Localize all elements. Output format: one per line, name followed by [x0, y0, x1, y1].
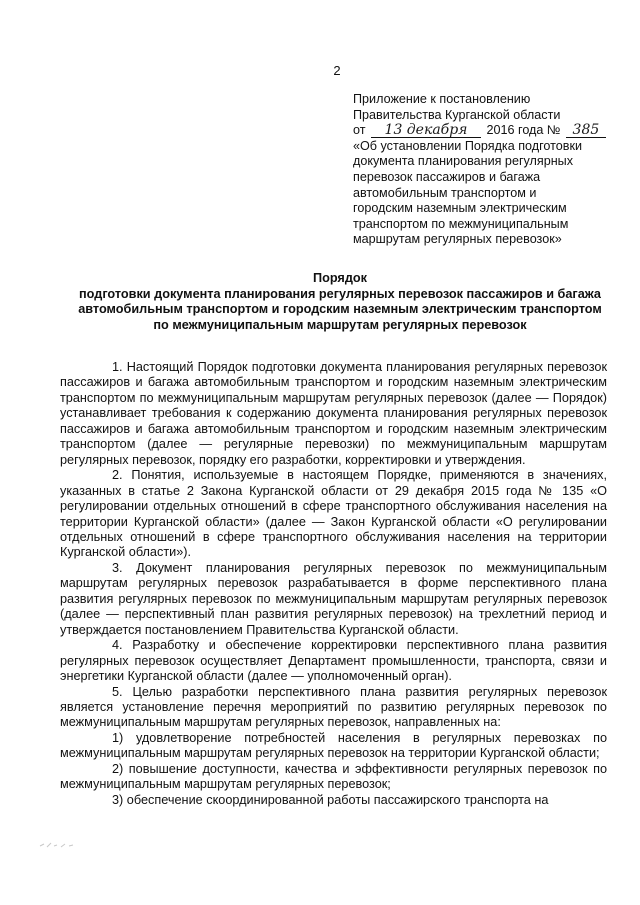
heading-subtitle-line: подготовки документа планирования регулярных перевозок пассажиров и багажа [79, 286, 601, 301]
heading-subtitle-line: автомобильным транспортом и городским наземным электрическим транспортом [78, 302, 602, 317]
annex-block [353, 92, 615, 248]
paragraph: 5. Целью разработки перспективного плана развития регулярных перевозок является установление перечня мероприятий по развитию регулярных перевозок по межмуниципальным маршрутам регулярных перевозок, направленных на: [60, 684, 607, 730]
annex-title-line: документа планирования регулярных [353, 154, 574, 169]
paragraph: 3) обеспечение скоординированной работы пассажирского транспорта на [112, 792, 549, 807]
page-number: 2 [333, 63, 341, 78]
paragraph: 2) повышение доступности, качества и эффективности регулярных перевозок по межмуниципальным маршрутам регулярных перевозок; [60, 761, 607, 792]
paragraph: 3. Документ планирования регулярных перевозок по межмуниципальным маршрутам регулярных перевозок разрабатывается в форме перспективного плана развития регулярных перевозок по межмуниципальным маршрутам регулярных перевозок (далее — перспективный план развития регулярных перевозок) на трехлетний период и утверждается постановлением Правительства Курганской области. [60, 560, 607, 637]
document-heading [40, 271, 640, 333]
annex-title-line: маршрутам регулярных перевозок» [353, 232, 562, 247]
annex-title-line: «Об установлении Порядка подготовки [353, 138, 583, 153]
annex-title-line: перевозок пассажиров и багажа [353, 169, 541, 184]
faint-stamp-mark [38, 838, 78, 850]
annex-title-line: автомобильным транспортом и [353, 185, 537, 200]
date-prefix: от [353, 123, 366, 138]
date-year: 2016 года № [486, 123, 561, 138]
paragraph: 4. Разработку и обеспечение корректировки перспективного плана развития регулярных перевозок осуществляет Департамент промышленности, транспорта, связи и энергетики Курганской области (далее — уполномоченный орган). [60, 638, 607, 684]
annex-line-1: Приложение к постановлению [353, 92, 531, 106]
annex-title-line: транспортом по межмуниципальным [353, 216, 569, 231]
handwritten-doc-number: 385 [566, 123, 606, 138]
handwritten-date: 13 декабря [371, 123, 481, 138]
annex-date-line [353, 123, 615, 139]
heading-title: Порядок [312, 271, 367, 285]
annex-title-line: городским наземным электрическим [353, 201, 567, 216]
paragraph: 2. Понятия, используемые в настоящем Порядке, применяются в значениях, указанных в статье 2 Закона Курганской области от 29 декабря 2015 года № 135 «О регулировании отдельных отношений в сфере транспортного обслуживания населения на территории Курганской области» (далее — Закон Курганской области «О регулировании отдельных отношений в сфере транспортного обслуживания населения на территории Курганской области»). [60, 468, 607, 560]
annex-line-2: Правительства Курганской области [353, 107, 561, 122]
paragraph: 1) удовлетворение потребностей населения в регулярных перевозках по межмуниципальным маршрутам регулярных перевозок на территории Курганской области; [60, 730, 607, 761]
document-body [60, 360, 607, 808]
paragraph: 1. Настоящий Порядок подготовки документа планирования регулярных перевозок пассажиров и багажа автомобильным транспортом и городским наземным электрическим транспортом по межмуниципальным маршрутам регулярных перевозок (далее — Порядок) устанавливает требования к содержанию документа планирования регулярных перевозок пассажиров и багажа автомобильным транспортом и городским наземным электрическим транспортом (далее — регулярные перевозки) по межмуниципальным маршрутам регулярных перевозок, порядку его разработки, корректировки и утверждения. [60, 360, 607, 467]
heading-subtitle-line: по межмуниципальным маршрутам регулярных перевозок [153, 317, 527, 332]
